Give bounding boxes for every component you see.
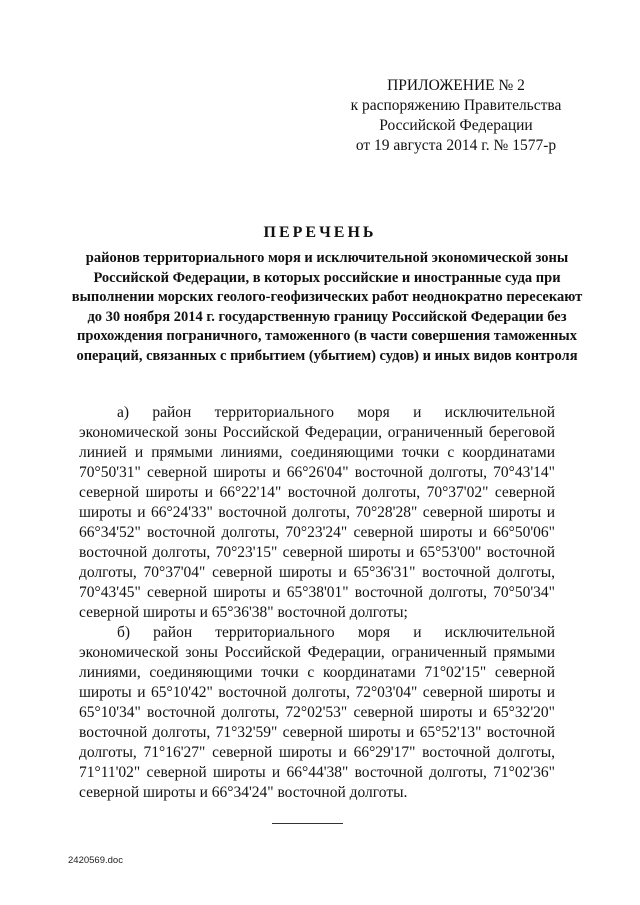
annex-government: Российской Федерации [379, 117, 533, 134]
paragraph-a: а) район территориального моря и исключительной экономической зоны Российской Федерации, ограниченный береговой линией и прямыми линиями, соединяющими точки с координатами 70°50'31" северной широты и 66°26'04" восточной долготы, 70°43'14" северной широты и 66°22'14" восточной долготы, 70°37'02" северной широты и 66°24'33" восточной долготы, 70°28'28" северной широты и 66°34'52" восточной долготы, 70°23'24" северной широты и 66°50'06" восточной долготы, 70°23'15" северной широты и 65°53'00" восточной долготы, 70°37'04" северной широты и 65°36'31" восточной долготы, 70°43'45" северной широты и 65°38'01" восточной долготы, 70°50'34" северной широты и 65°36'38" восточной долготы; [79, 404, 555, 621]
document-file-id: 2420569.doc [68, 855, 123, 866]
annex-number: ПРИЛОЖЕНИЕ № 2 [387, 77, 525, 94]
annex-header [336, 76, 576, 156]
annex-order-reference: к распоряжению Правительства [350, 97, 562, 114]
document-body [79, 403, 555, 803]
paragraph-b: б) район территориального моря и исключительной экономической зоны Российской Федерации, ограниченный прямыми линиями, соединяющими точки с координатами 71°02'15" северной широты и 65°10'42" восточной долготы, 72°03'04" северной широты и 65°10'34" восточной долготы, 72°02'53" северной широты и 65°32'20" восточной долготы, 71°32'59" северной широты и 65°52'13" восточной долготы, 71°16'27" северной широты и 66°29'17" восточной долготы, 71°11'02" северной широты и 66°44'38" восточной долготы, 71°02'36" северной широты и 66°34'24" восточной долготы. [79, 624, 555, 801]
closing-divider [272, 823, 343, 824]
annex-date-number: от 19 августа 2014 г. № 1577-р [355, 137, 557, 154]
document-subtitle: районов территориального моря и исключительной экономической зоны Российской Федерации, в которых российские и иностранные суда при выполнении морских геолого-геофизических работ неоднократно пересекают до 30 ноября 2014 г. государственную границу Российской Федерации без прохождения пограничного, таможенного (в части совершения таможенных операций, связанных с прибытием (убытием) судов) и иных видов контроля [71, 250, 583, 364]
document-title: ПЕРЕЧЕНЬ [263, 224, 377, 241]
